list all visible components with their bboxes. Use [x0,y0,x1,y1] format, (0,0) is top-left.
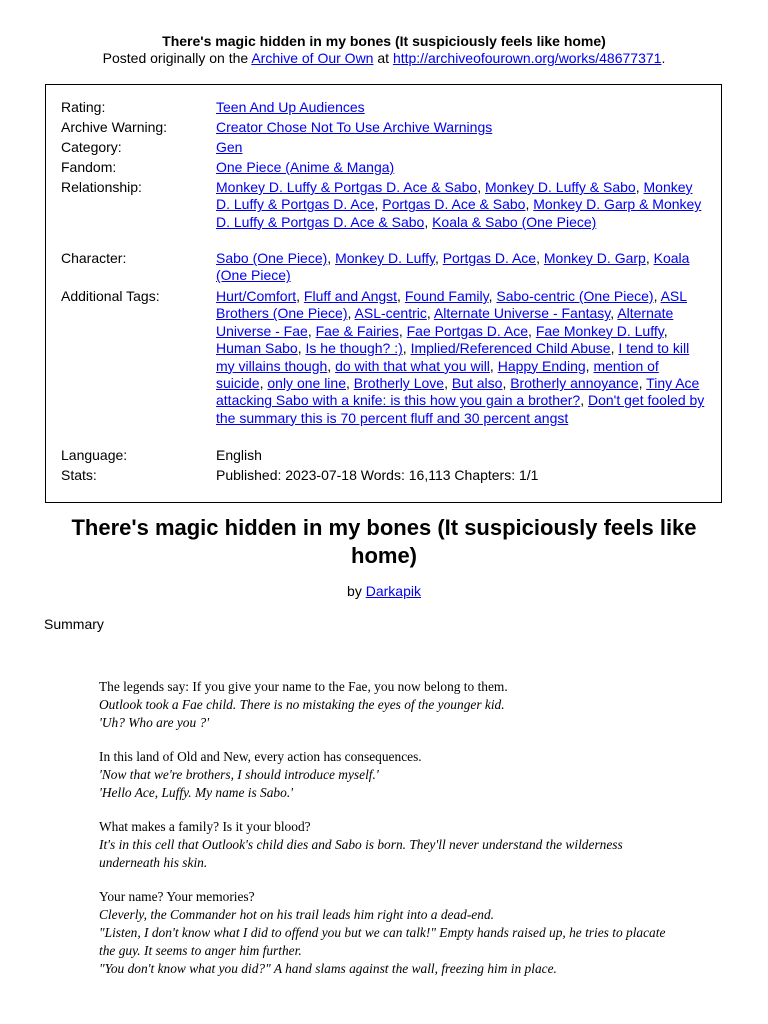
tag-link[interactable]: Alternate Universe - Fae [216,305,674,339]
summary-text [99,678,669,994]
tag-link[interactable]: Is he though? :) [305,340,403,357]
relationship-link[interactable]: Monkey D. Luffy & Portgas D. Ace & Sabo [216,179,478,195]
work-title: There's magic hidden in my bones (It suspiciously feels like home) [71,515,697,568]
byline [0,583,768,599]
summary-line: 'Hello Ace, Luffy. My name is Sabo.' [99,785,294,800]
tag-link[interactable]: only one line [267,375,346,392]
stats-label: Stats: [61,467,97,483]
tag-link[interactable]: ASL Brothers (One Piece) [216,288,688,322]
tag-link[interactable]: do with that what you will [335,357,490,374]
summary-line: It's in this cell that Outlook's child dies and Sabo is born. They'll never understand the wilderness underneath his skin. [99,837,623,870]
character-link[interactable]: Koala (One Piece) [216,250,690,284]
character-link[interactable]: Sabo (One Piece) [216,250,328,266]
tag-link[interactable]: Hurt/Comfort [216,288,297,304]
rating-label: Rating: [61,99,106,115]
language-label: Language: [61,447,128,463]
tag-link[interactable]: Happy Ending [497,357,586,374]
relationship-link[interactable]: Monkey D. Luffy & Sabo [485,179,636,195]
summary-line: What makes a family? Is it your blood? [99,819,311,834]
archive-link[interactable]: Archive of Our Own [251,50,374,66]
tag-link[interactable]: Fae Portgas D. Ace [406,322,529,339]
summary-line: Cleverly, the Commander hot on his trail leads him right into a dead-end. [99,907,494,922]
character-link[interactable]: Monkey D. Garp [543,250,646,266]
summary-paragraph [99,888,669,978]
tag-link[interactable]: Don't get fooled by the summary this is 70 percent fluff and 30 percent angst [216,392,705,426]
tag-link[interactable]: Found Family [404,288,489,304]
posted-mid: at [373,50,393,66]
fandom-link[interactable]: One Piece (Anime & Manga) [216,159,395,175]
summary-paragraph [99,748,669,802]
tags-label: Additional Tags: [61,288,160,304]
summary-line: Your name? Your memories? [99,889,255,904]
relationship-list: Monkey D. Luffy & Portgas D. Ace & Sabo, Monkey D. Luffy & Sabo, Monkey D. Luffy & Portgas D. Ace, Portgas D. Ace & Sabo, Monkey D. Garp & Monkey D. Luffy & Portgas D. Ace & Sabo, Koala & Sabo (One Piece) [216,179,702,230]
header-title: There's magic hidden in my bones (It suspiciously feels like home) [162,33,606,49]
author-link[interactable]: Darkapik [365,583,421,599]
relationship-link[interactable]: Monkey D. Luffy & Portgas D. Ace [216,179,693,213]
summary-line: "You don't know what you did?" A hand slams against the wall, freezing him in place. [99,961,557,976]
summary-line: 'Now that we're brothers, I should introduce myself.' [99,767,379,782]
summary-heading: Summary [44,616,104,632]
warning-link[interactable]: Creator Chose Not To Use Archive Warnings [216,119,493,135]
fandom-label: Fandom: [61,159,117,175]
character-label: Character: [61,250,127,266]
tag-link[interactable]: Fae Monkey D. Luffy [535,322,664,339]
language-value: English [216,447,262,463]
posted-prefix: Posted originally on the [102,50,252,66]
tag-link[interactable]: I tend to kill my villains though [216,340,690,374]
summary-line: "Listen, I don't know what I did to offend you but we can talk!" Empty hands raised up, he tries to placate the guy. It seems to anger him further. [99,925,666,958]
relationship-link[interactable]: Portgas D. Ace & Sabo [382,196,526,213]
summary-line: 'Uh? Who are you ?' [99,715,210,730]
category-link[interactable]: Gen [216,139,243,155]
character-link[interactable]: Portgas D. Ace [442,250,537,266]
metadata-box [45,84,722,503]
summary-paragraph [99,678,669,732]
summary-line: The legends say: If you give your name to the Fae, you now belong to them. [99,679,508,694]
tag-link[interactable]: mention of suicide [216,357,659,392]
work-url-link[interactable]: http://archiveofourown.org/works/48677371 [392,50,662,66]
rating-link[interactable]: Teen And Up Audiences [216,99,365,115]
document-header [0,0,768,67]
tag-link[interactable]: Fae & Fairies [315,322,399,339]
category-label: Category: [61,139,122,155]
tag-link[interactable]: Alternate Universe - Fantasy [433,305,611,322]
summary-line: Outlook took a Fae child. There is no mistaking the eyes of the younger kid. [99,697,505,712]
relationship-link[interactable]: Monkey D. Garp & Monkey D. Luffy & Portgas D. Ace & Sabo [216,196,702,230]
tag-link[interactable]: Implied/Referenced Child Abuse [410,340,611,357]
relationship-label: Relationship: [61,179,142,195]
tag-link[interactable]: Brotherly Love [353,375,445,392]
summary-line: In this land of Old and New, every action has consequences. [99,749,422,764]
stats-value: Published: 2023-07-18 Words: 16,113 Chapters: 1/1 [216,467,539,483]
tag-link[interactable]: ASL-centric [354,305,427,322]
warning-label: Archive Warning: [61,119,168,135]
by-text: by [347,583,366,599]
tag-link[interactable]: Brotherly annoyance [510,375,639,392]
tag-link[interactable]: Fluff and Angst [303,288,398,304]
tag-link[interactable]: Sabo-centric (One Piece) [496,288,654,304]
posted-suffix: . [661,50,666,66]
posted-line [0,50,768,67]
relationship-link[interactable]: Koala & Sabo (One Piece) [432,213,597,230]
summary-paragraph [99,818,669,872]
tag-link[interactable]: But also [451,375,503,392]
character-list: Sabo (One Piece), Monkey D. Luffy, Portgas D. Ace, Monkey D. Garp, Koala (One Piece) [216,250,690,284]
tag-link[interactable]: Human Sabo [216,340,298,357]
tag-link[interactable]: Tiny Ace attacking Sabo with a knife: is this how you gain a brother? [216,375,700,409]
character-link[interactable]: Monkey D. Luffy [335,250,435,266]
tags-list: Hurt/Comfort, Fluff and Angst, Found Family, Sabo-centric (One Piece), ASL Brothers (One Piece), ASL-centric, Alternate Universe - Fantasy, Alternate Universe - Fae, Fae & Fairies, Fae Portgas D. Ace, Fae Monkey D. Luffy, Human Sabo, Is he though? :), Implied/Referenced Child Abuse, I tend to kill my villains though, do with that what you will, Happy Ending, mention of suicide, only one line, Brotherly Love, But also, Brotherly annoyance, Tiny Ace attacking Sabo with a knife: is this how you gain a brother?, Don't get fooled by the summary this is 70 percent fluff and 30 percent angst [216,288,705,426]
